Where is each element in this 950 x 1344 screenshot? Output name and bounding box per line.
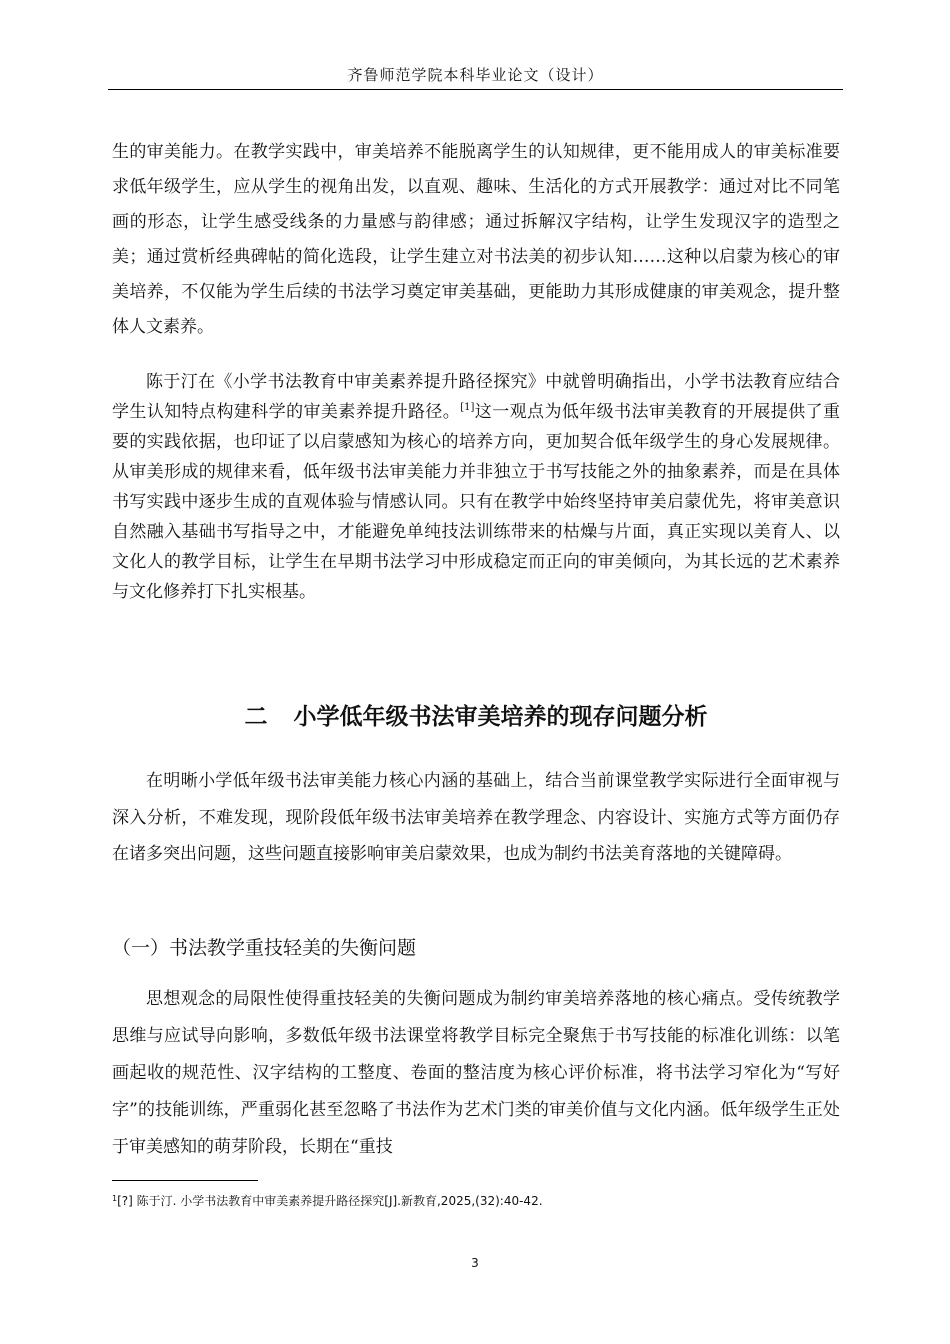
subsection-heading: （一）书法教学重技轻美的失衡问题 <box>112 937 417 959</box>
citation-marker: [1] <box>460 402 475 413</box>
paragraph-4: 思想观念的局限性使得重技轻美的失衡问题成为制约审美培养落地的核心痛点。受传统教学思维与应试导向影响，多数低年级书法课堂将教学目标完全聚焦于书写技能的标准化训练：以笔画起收的规范性、汉字结构的工整度、卷面的整洁度为核心评价标准，将书法学习窄化为“写好字”的技能训练，严重弱化甚至忽略了书法作为艺术门类的审美价值与文化内涵。低年级学生正处于审美感知的萌芽阶段，长期在“重技 <box>112 989 840 1157</box>
footnote-text: [?] 陈于汀. 小学书法教育中审美素养提升路径探究[J].新教育,2025,(32):40-42. <box>117 1194 543 1208</box>
footnote <box>112 1190 840 1210</box>
paragraph-2 <box>112 367 840 607</box>
header-divider <box>108 89 843 90</box>
running-header: 齐鲁师范学院本科毕业论文（设计） <box>347 66 604 84</box>
paragraph-2-text-b: 这一观点为低年级书法审美教育的开展提供了重要的实践依据，也印证了以启蒙感知为核心的培养方向，更加契合低年级学生的身心发展规律。从审美形成的规律来看，低年级书法审美能力并非独立于书写技能之外的抽象素养，而是在具体书写实践中逐步生成的直观体验与情感认同。只有在教学中始终坚持审美启蒙优先，将审美意识自然融入基础书写指导之中，才能避免单纯技法训练带来的枯燥与片面，真正实现以美育人、以文化人的教学目标，让学生在早期书法学习中形成稳定而正向的审美倾向，为其长远的艺术素养与文化修养打下扎实根基。 <box>112 402 841 602</box>
section-heading <box>112 697 840 737</box>
footnote-mark: 1 <box>112 1194 118 1203</box>
paragraph-2-text-a: 陈于汀在《小学书法教育中审美素养提升路径探究》中就曾明确指出，小学书法教育应结合学生认知特点构建科学的审美素养提升路径。 <box>112 372 840 422</box>
paragraph-3: 在明晰小学低年级书法审美能力核心内涵的基础上，结合当前课堂教学实际进行全面审视与深入分析，不难发现，现阶段低年级书法审美培养在教学理念、内容设计、实施方式等方面仍存在诸多突出问题，这些问题直接影响审美启蒙效果，也成为制约书法美育落地的关键障碍。 <box>112 771 840 864</box>
page-number: 3 <box>471 1256 479 1270</box>
paragraph-1: 生的审美能力。在教学实践中，审美培养不能脱离学生的认知规律，更不能用成人的审美标准要求低年级学生，应从学生的视角出发，以直观、趣味、生活化的方式开展教学：通过对比不同笔画的形态，让学生感受线条的力量感与韵律感；通过拆解汉字结构，让学生发现汉字的造型之美；通过赏析经典碑帖的简化选段，让学生建立对书法美的初步认知……这种以启蒙为核心的审美培养，不仅能为学生后续的书法学习奠定审美基础，更能助力其形成健康的审美观念，提升整体人文素养。 <box>112 142 840 337</box>
section-number: 二 <box>244 704 268 730</box>
section-title: 小学低年级书法审美培养的现存问题分析 <box>293 704 708 730</box>
footnote-divider <box>112 1180 258 1181</box>
